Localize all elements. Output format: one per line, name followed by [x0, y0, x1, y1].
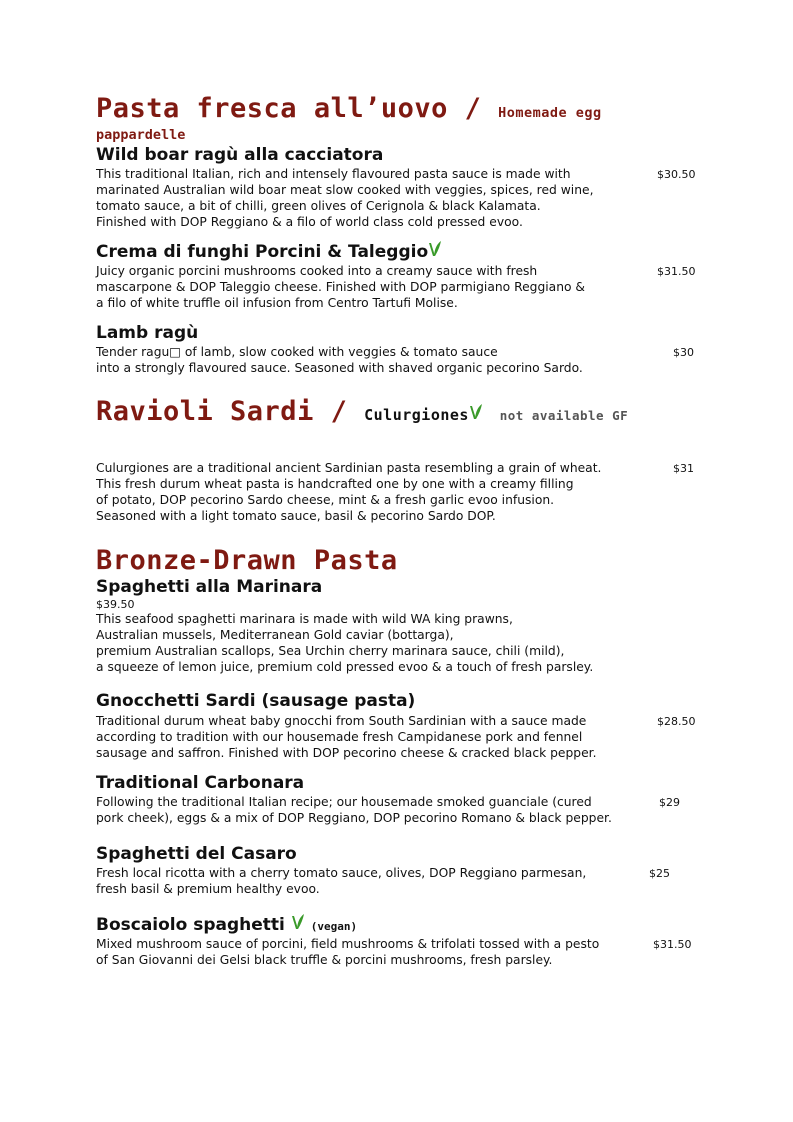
description-line: Finished with DOP Reggiano & a filo of world class cold pressed evoo. [96, 215, 523, 229]
vegan-tag: (vegan) [310, 920, 358, 933]
description-line: mascarpone & DOP Taleggio cheese. Finished with DOP parmigiano Reggiano & [96, 280, 586, 294]
description-line: Tender ragu□ of lamb, slow cooked with veggies & tomato sauce [96, 345, 498, 359]
dish-name-carbonara: Traditional Carbonara [96, 773, 305, 793]
description-line: marinated Australian wild boar meat slow cooked with veggies, spices, red wine, [96, 183, 594, 197]
description-line: according to tradition with our housemade fresh Campidanese pork and fennel [96, 730, 583, 744]
dish-price-wild-boar: $30.50 [657, 168, 696, 181]
dish-price-casaro: $25 [649, 867, 670, 880]
dish-description-gnocchetti [96, 713, 597, 761]
dish-description-lamb-ragu [96, 344, 583, 376]
dish-name-gnocchetti: Gnocchetti Sardi (sausage pasta) [96, 691, 416, 711]
dish-price-culurgiones: $31 [673, 462, 694, 475]
section-subtitle: Culurgiones [364, 406, 469, 424]
description-line: This seafood spaghetti marinara is made with wild WA king prawns, [96, 612, 513, 626]
section-subtitle-cont: pappardelle [96, 127, 186, 143]
description-line: pork cheek), eggs & a mix of DOP Reggiano, DOP pecorino Romano & black pepper. [96, 811, 612, 825]
section-title-ravioli [96, 396, 628, 427]
section-title-text: Pasta fresca all’uovo / [96, 93, 482, 124]
description-line: into a strongly flavoured sauce. Seasoned with shaved organic pecorino Sardo. [96, 361, 583, 375]
vegan-leaf-icon [291, 913, 305, 930]
description-line: Following the traditional Italian recipe; our housemade smoked guanciale (cured [96, 795, 592, 809]
dish-name-crema-funghi [96, 240, 442, 262]
dish-name-casaro: Spaghetti del Casaro [96, 844, 297, 864]
dish-description-carbonara [96, 794, 612, 826]
description-line: Fresh local ricotta with a cherry tomato sauce, olives, DOP Reggiano parmesan, [96, 866, 587, 880]
dish-description-culurgiones [96, 460, 601, 524]
description-line: tomato sauce, a bit of chilli, green olives of Cerignola & black Kalamata. [96, 199, 541, 213]
dish-name-marinara: Spaghetti alla Marinara [96, 577, 323, 597]
description-line: This traditional Italian, rich and intensely flavoured pasta sauce is made with [96, 167, 571, 181]
dish-name-text: Crema di funghi Porcini & Taleggio [96, 242, 429, 262]
description-line: Seasoned with a light tomato sauce, basil & pecorino Sardo DOP. [96, 509, 496, 523]
description-line: fresh basil & premium healthy evoo. [96, 882, 320, 896]
description-line: Culurgiones are a traditional ancient Sardinian pasta resembling a grain of wheat. [96, 461, 602, 475]
dish-description-boscaiolo [96, 936, 599, 968]
dish-price-marinara: $39.50 [96, 598, 135, 611]
section-title-bronze: Bronze-Drawn Pasta [96, 545, 398, 576]
vegan-leaf-icon [428, 240, 442, 257]
dish-price-gnocchetti: $28.50 [657, 715, 696, 728]
dish-name-boscaiolo [96, 913, 357, 935]
dish-description-crema-funghi [96, 263, 585, 311]
dish-name-wild-boar: Wild boar ragù alla cacciatora [96, 145, 384, 165]
description-line: Traditional durum wheat baby gnocchi from South Sardinian with a sauce made [96, 714, 587, 728]
description-line: a filo of white truffle oil infusion from Centro Tartufi Molise. [96, 296, 458, 310]
dish-description-wild-boar [96, 166, 593, 230]
description-line: Australian mussels, Mediterranean Gold caviar (bottarga), [96, 628, 454, 642]
section-title-text: Ravioli Sardi / [96, 396, 348, 427]
description-line: premium Australian scallops, Sea Urchin cherry marinara sauce, chili (mild), [96, 644, 565, 658]
section-subtitle: Homemade egg [498, 105, 602, 121]
dish-name-text: Boscaiolo spaghetti [96, 915, 285, 935]
dish-price-carbonara: $29 [659, 796, 680, 809]
vegan-leaf-icon [469, 403, 483, 420]
description-line: Mixed mushroom sauce of porcini, field mushrooms & trifolati tossed with a pesto [96, 937, 600, 951]
description-line: This fresh durum wheat pasta is handcrafted one by one with a creamy filling [96, 477, 574, 491]
description-line: of potato, DOP pecorino Sardo cheese, mint & a fresh garlic evoo infusion. [96, 493, 555, 507]
dish-price-lamb-ragu: $30 [673, 346, 694, 359]
description-line: a squeeze of lemon juice, premium cold pressed evoo & a touch of fresh parsley. [96, 660, 594, 674]
description-line: of San Giovanni dei Gelsi black truffle & porcini mushrooms, fresh parsley. [96, 953, 553, 967]
dish-price-crema-funghi: $31.50 [657, 265, 696, 278]
dish-price-boscaiolo: $31.50 [653, 938, 692, 951]
availability-note: not available GF [499, 408, 629, 423]
dish-description-casaro [96, 865, 586, 897]
description-line: sausage and saffron. Finished with DOP pecorino cheese & cracked black pepper. [96, 746, 597, 760]
description-line: Juicy organic porcini mushrooms cooked into a creamy sauce with fresh [96, 264, 538, 278]
section-title-pasta-fresca [96, 93, 602, 124]
dish-description-marinara [96, 611, 593, 675]
dish-name-lamb-ragu: Lamb ragù [96, 323, 199, 343]
